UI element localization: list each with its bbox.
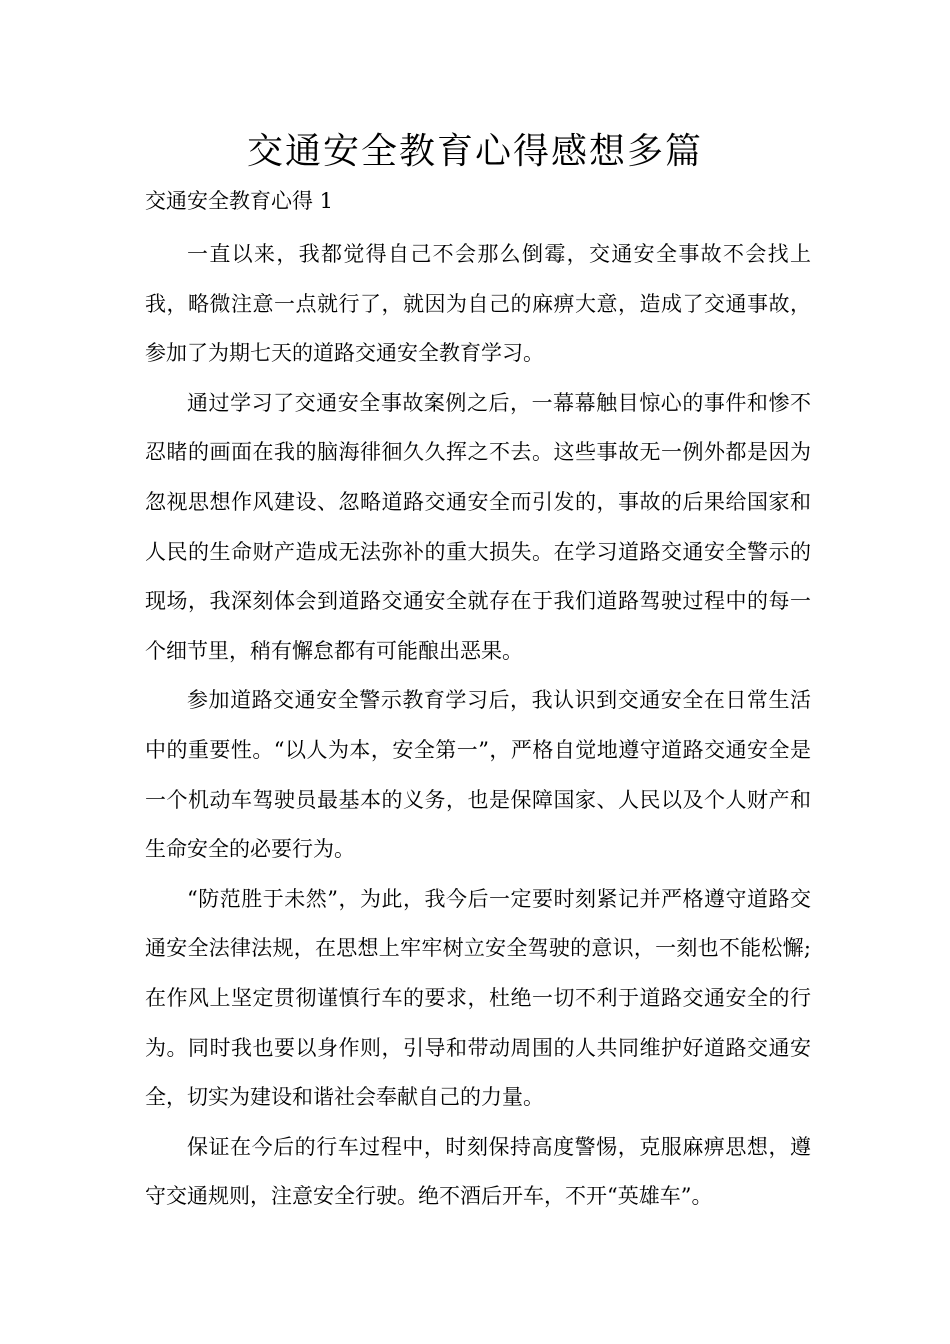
paragraph: 通过学习了交通安全事故案例之后，一幕幕触目惊心的事件和惨不忍睹的画面在我的脑海徘徊久久挥之不去。这些事故无一例外都是因为忽视思想作风建设、忽略道路交通安全而引发的，事故的后果给国家和人民的生命财产造成无法弥补的重大损失。在学习道路交通安全警示的现场，我深刻体会到道路交通安全就存在于我们道路驾驶过程中的每一个细节里，稍有懈怠都有可能酿出恶果。 [145, 390, 811, 663]
document-body [145, 230, 811, 1222]
paragraph: 一直以来，我都觉得自己不会那么倒霉，交通安全事故不会找上我，略微注意一点就行了，就因为自己的麻痹大意，造成了交通事故，参加了为期七天的道路交通安全教育学习。 [145, 242, 811, 366]
paragraph: 参加道路交通安全警示教育学习后，我认识到交通安全在日常生活中的重要性。“以人为本，安全第一”，严格自觉地遵守道路交通安全是一个机动车驾驶员最基本的义务，也是保障国家、人民以及个人财产和生命安全的必要行为。 [145, 688, 811, 862]
document-title: 交通安全教育心得感想多篇 [246, 131, 703, 172]
paragraph: 保证在今后的行车过程中，时刻保持高度警惕，克服麻痹思想，遵守交通规则，注意安全行驶。绝不酒后开车，不开“英雄车”。 [145, 1134, 811, 1209]
section-heading: 交通安全教育心得 1 [145, 189, 334, 213]
paragraph: “防范胜于未然”，为此，我今后一定要时刻紧记并严格遵守道路交通安全法律法规，在思想上牢牢树立安全驾驶的意识，一刻也不能松懈;在作风上坚定贯彻谨慎行车的要求，杜绝一切不利于道路交通安全的行为。同时我也要以身作则，引导和带动周围的人共同维护好道路交通安全，切实为建设和谐社会奉献自己的力量。 [145, 886, 811, 1110]
